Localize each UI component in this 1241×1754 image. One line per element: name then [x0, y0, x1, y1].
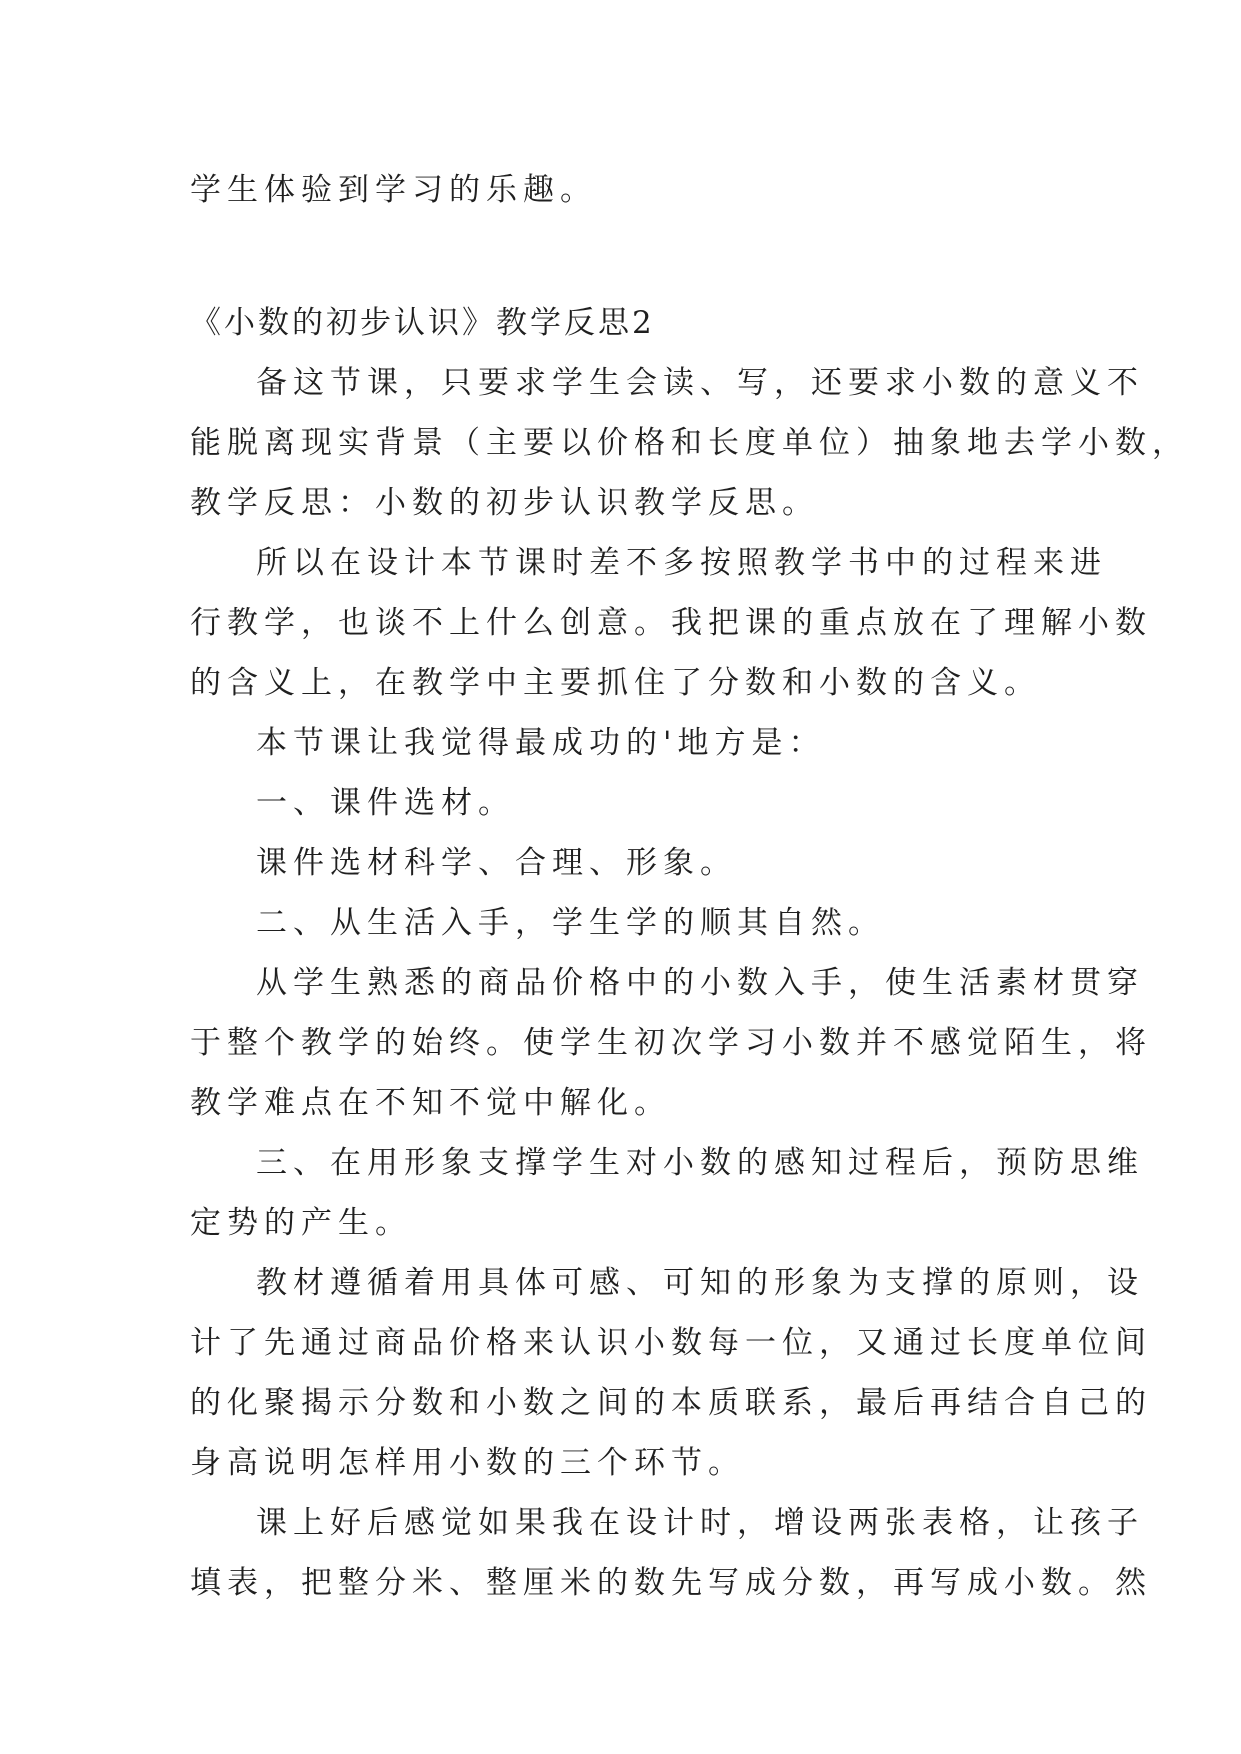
- paragraph-line: 课件选材科学、合理、形象。: [256, 845, 737, 881]
- paragraph-line: 身高说明怎样用小数的三个环节。: [190, 1445, 745, 1481]
- paragraph-list: [190, 353, 1189, 1613]
- paragraph-line: 计了先通过商品价格来认识小数每一位，又通过长度单位间: [190, 1325, 1152, 1361]
- paragraph-line: 所以在设计本节课时差不多按照教学书中的过程来进: [256, 545, 1107, 581]
- paragraph-line: 于整个教学的始终。使学生初次学习小数并不感觉陌生，将: [190, 1025, 1152, 1061]
- paragraph: [190, 1493, 1152, 1613]
- paragraph-line: 一、课件选材。: [256, 785, 515, 821]
- paragraph-line: 从学生熟悉的商品价格中的小数入手，使生活素材贯穿: [256, 965, 1144, 1001]
- paragraph: [190, 833, 1060, 893]
- section-title: 《小数的初步认识》教学反思2: [190, 305, 655, 341]
- paragraph-line: 课上好后感觉如果我在设计时，增设两张表格，让孩子: [256, 1505, 1144, 1541]
- paragraph: [190, 353, 1189, 533]
- paragraph-line: 定势的产生。: [190, 1205, 412, 1241]
- paragraph-line: 本节课让我觉得最成功的'地方是：: [256, 725, 826, 761]
- paragraph-line: 三、在用形象支撑学生对小数的感知过程后，预防思维: [256, 1145, 1144, 1181]
- paragraph: [190, 773, 1060, 833]
- paragraph-line: 能脱离现实背景（主要以价格和长度单位）抽象地去学小数，: [190, 425, 1189, 461]
- paragraph-line: 的化聚揭示分数和小数之间的本质联系，最后再结合自己的: [190, 1385, 1152, 1421]
- document-page: [190, 160, 1189, 1613]
- paragraph: [190, 953, 1152, 1133]
- paragraph: [190, 533, 1152, 713]
- paragraph-line: 的含义上，在教学中主要抓住了分数和小数的含义。: [190, 665, 1041, 701]
- intro-line: 学生体验到学习的乐趣。: [190, 172, 597, 208]
- paragraph-line: 填表，把整分米、整厘米的数先写成分数，再写成小数。然: [190, 1565, 1152, 1601]
- paragraph: [190, 1133, 1144, 1253]
- section-gap: [190, 220, 1060, 293]
- paragraph: [190, 713, 1060, 773]
- paragraph-line: 教材遵循着用具体可感、可知的形象为支撑的原则，设: [256, 1265, 1144, 1301]
- paragraph-line: 备这节课，只要求学生会读、写，还要求小数的意义不: [256, 365, 1144, 401]
- paragraph: [190, 893, 1060, 953]
- paragraph-line: 行教学，也谈不上什么创意。我把课的重点放在了理解小数: [190, 605, 1152, 641]
- paragraph-line: 二、从生活入手，学生学的顺其自然。: [256, 905, 885, 941]
- paragraph-line: 教学反思：小数的初步认识教学反思。: [190, 485, 819, 521]
- paragraph-line: 教学难点在不知不觉中解化。: [190, 1085, 671, 1121]
- paragraph: [190, 1253, 1152, 1493]
